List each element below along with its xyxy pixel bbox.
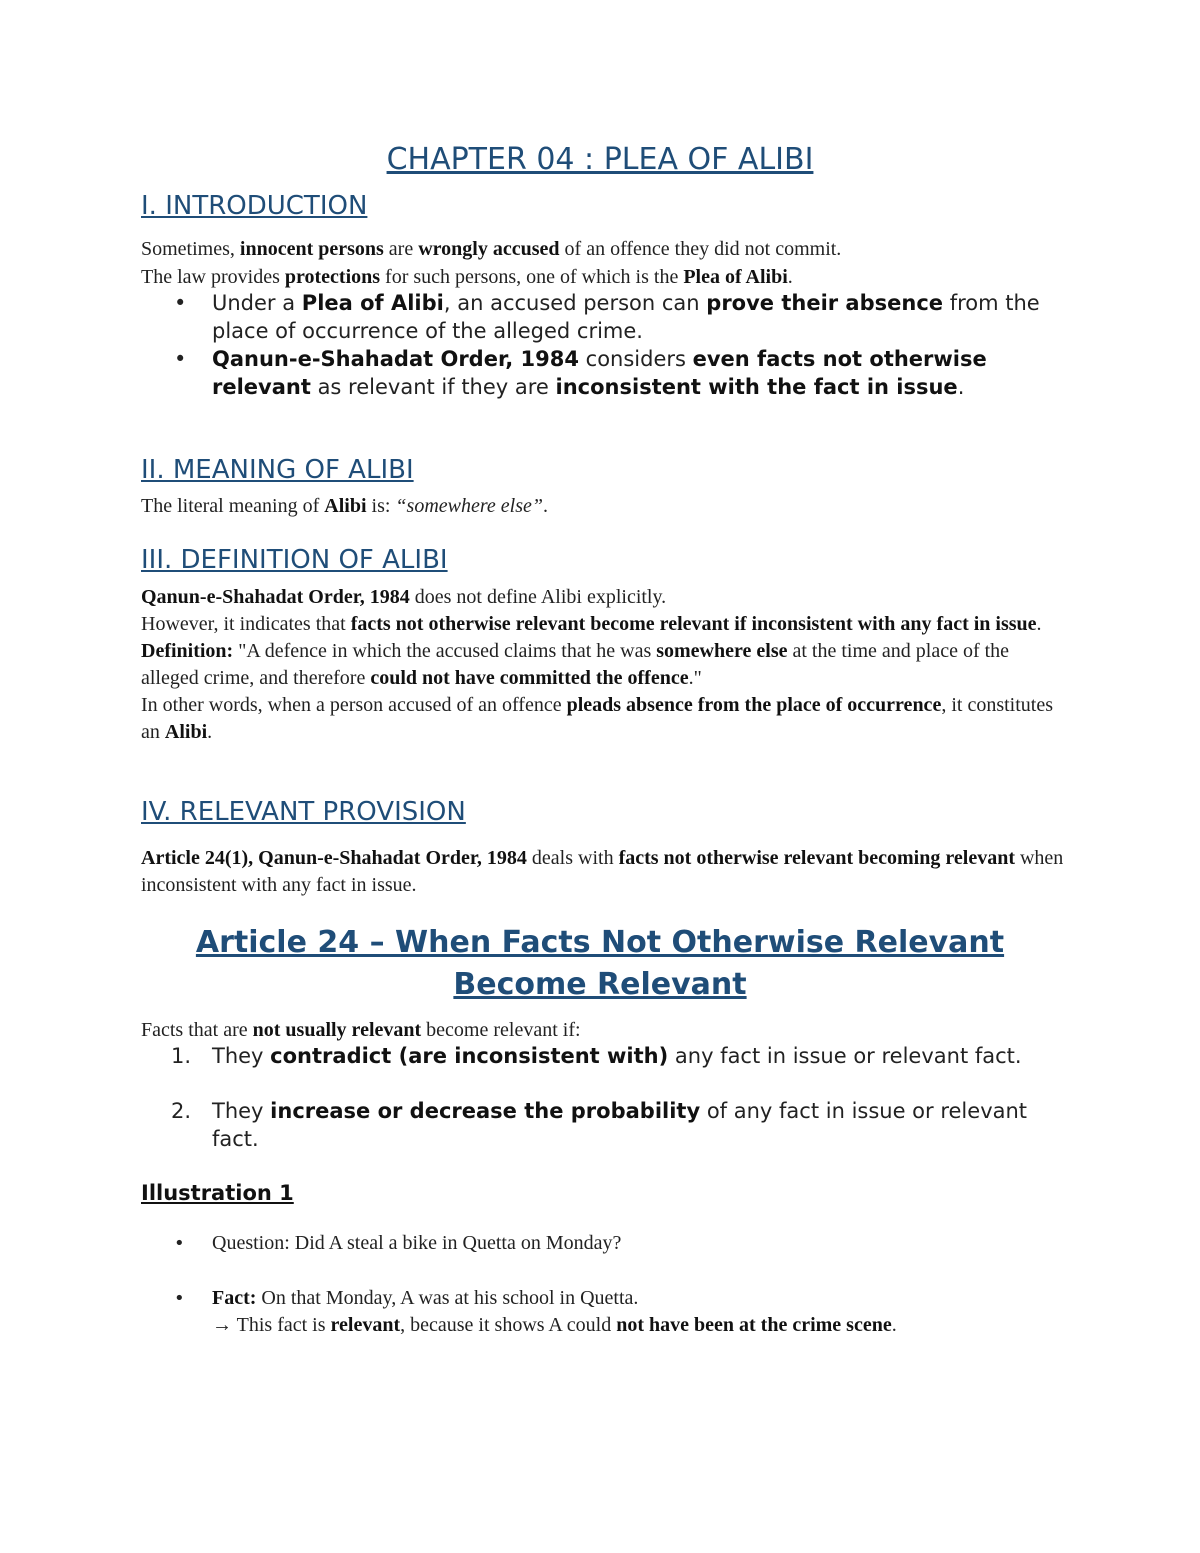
- intro-paragraph-line2: The law provides protections for such persons, one of which is the Plea of Alibi.: [141, 266, 793, 288]
- bullet-icon: •: [174, 1233, 185, 1254]
- article-item-2: 2. They increase or decrease the probability of any fact in issue or relevant fact.: [171, 1099, 1028, 1151]
- intro-bullet-1: • Under a Plea of Alibi, an accused person can prove their absence from the place of occurrence of the alleged crime.: [174, 291, 1040, 343]
- article-item-1: 1. They contradict (are inconsistent with) any fact in issue or relevant fact.: [141, 1043, 1041, 1071]
- bullet-icon: •: [174, 1288, 185, 1309]
- definition-line4: In other words, when a person accused of an offence pleads absence from the place of occurrence, it constitutes an Alibi.: [141, 694, 1053, 743]
- article-intro: Facts that are not usually relevant become relevant if:: [141, 1019, 581, 1041]
- definition-line2: However, it indicates that facts not otherwise relevant become relevant if inconsistent with any fact in issue.: [141, 613, 1042, 635]
- section-heading-provision: IV. RELEVANT PROVISION: [141, 797, 466, 827]
- definition-line1: Qanun-e-Shahadat Order, 1984 does not define Alibi explicitly.: [141, 586, 667, 608]
- intro-bullet-2: • Qanun-e-Shahadat Order, 1984 considers even facts not otherwise relevant as relevant if they are inconsistent with the fact in issue.: [174, 347, 987, 399]
- section-heading-definition: III. DEFINITION OF ALIBI: [141, 545, 448, 575]
- meaning-paragraph: The literal meaning of Alibi is: “somewhere else”.: [141, 495, 548, 517]
- provision-paragraph: Article 24(1), Qanun-e-Shahadat Order, 1984 deals with facts not otherwise relevant becoming relevant when inconsistent with any fact in issue.: [141, 847, 1064, 896]
- list-number: 2.: [171, 1099, 192, 1123]
- chapter-title: CHAPTER 04 : PLEA OF ALIBI: [386, 142, 814, 177]
- illustration-question: • Question: Did A steal a bike in Quetta on Monday?: [141, 1230, 1041, 1257]
- list-number: 1.: [171, 1044, 192, 1068]
- illustration-fact: • Fact: On that Monday, A was at his school in Quetta. → This fact is relevant, because it shows A could not have been at the crime scene.: [174, 1287, 897, 1336]
- section-heading-meaning: II. MEANING OF ALIBI: [141, 455, 414, 485]
- definition-paragraph: [141, 584, 1071, 746]
- intro-paragraph-line1: Sometimes, innocent persons are wrongly accused of an offence they did not commit.: [141, 238, 842, 260]
- illustration-heading: Illustration 1: [141, 1181, 294, 1205]
- article-heading: Article 24 – When Facts Not Otherwise Relevant Become Relevant: [195, 925, 1005, 1002]
- section-heading-introduction: I. INTRODUCTION: [141, 191, 368, 221]
- arrow-icon: →: [212, 1314, 232, 1336]
- definition-line3: Definition: "A defence in which the accused claims that he was somewhere else at the time and place of the alleged crime, and therefore could not have committed the offence.": [141, 640, 1010, 689]
- bullet-icon: •: [174, 347, 187, 371]
- bullet-icon: •: [174, 291, 187, 315]
